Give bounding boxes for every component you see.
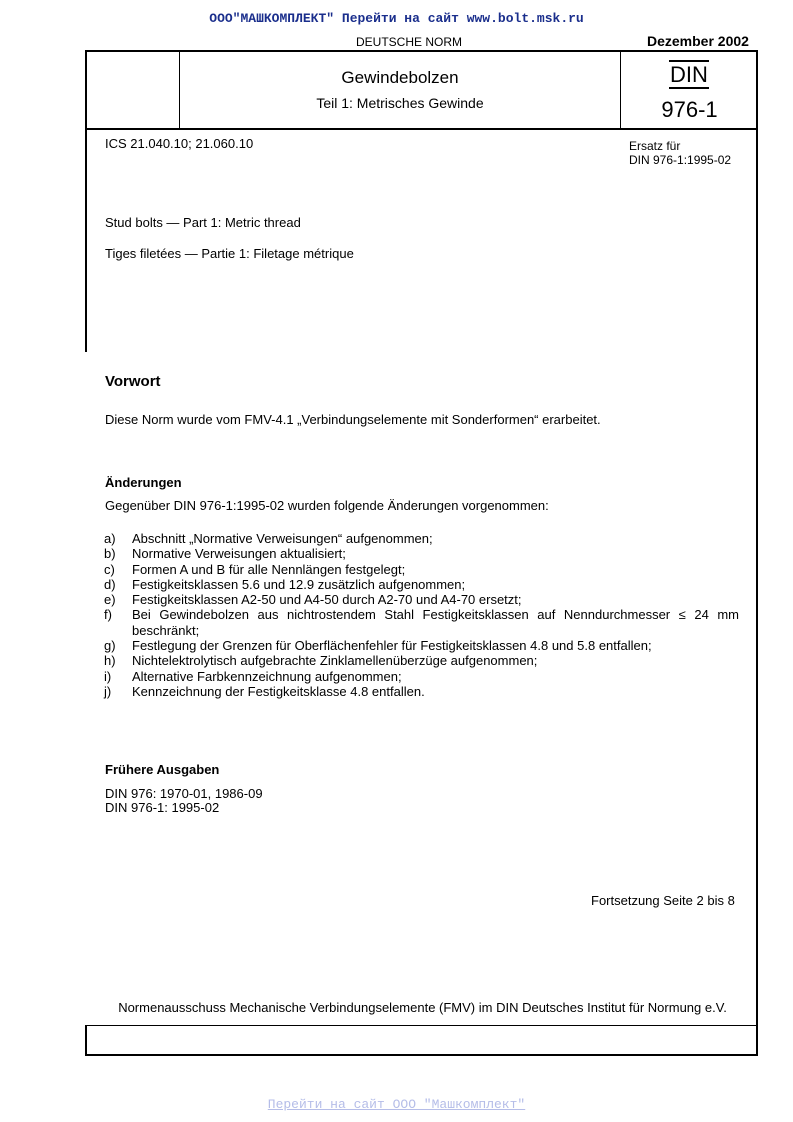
previous-edition-line: DIN 976: 1970-01, 1986-09 [105,786,263,801]
list-item [104,684,739,699]
footer-divider [85,1025,758,1026]
replacement-label: Ersatz für [629,139,681,153]
list-item-text: Alternative Farbkennzeichnung aufgenommen; [132,668,402,684]
french-title: Tiges filetées — Partie 1: Filetage métrique [105,246,354,261]
document-subtitle: Teil 1: Metrisches Gewinde [316,95,484,111]
list-item [104,562,739,577]
list-item [104,607,739,638]
aenderungen-heading: Änderungen [105,475,182,490]
vorwort-heading: Vorwort [105,373,161,390]
list-item-text: Nichtelektrolytisch aufgebrachte Zinklamellenüberzüge aufgenommen; [132,653,538,669]
list-item-label: i) [104,668,112,684]
din-number: 976-1 [661,97,718,122]
bottom-site-link[interactable]: Перейти на сайт ООО "Машкомплект" [267,1097,526,1112]
document-title: Gewindebolzen [341,68,459,87]
list-item-label: e) [104,592,116,608]
list-item-text: Formen A und B für alle Nennlängen festgelegt; [132,561,406,577]
previous-edition-line: DIN 976-1: 1995-02 [105,800,220,815]
list-item-label: j) [104,683,112,699]
header-left-divider [179,50,180,129]
list-item-label: d) [104,576,116,592]
vorwort-text: Diese Norm wurde vom FMV-4.1 „Verbindungselemente mit Sonderformen“ erarbeitet. [105,412,601,427]
list-item-label: a) [104,531,116,546]
norm-label: DEUTSCHE NORM [356,35,463,49]
list-item [104,592,739,607]
frame-left-border-top [85,50,87,352]
previous-editions [105,787,263,815]
list-item-text: Bei Gewindebolzen aus nichtrostendem Stahl Festigkeitsklassen auf Nenndurchmesser ≤ 24 mm beschränkt; [132,607,739,638]
list-item-text: Abschnitt „Normative Verweisungen“ aufgenommen; [132,531,433,546]
replacement-value: DIN 976-1:1995-02 [629,153,732,167]
aenderungen-intro: Gegenüber DIN 976-1:1995-02 wurden folgende Änderungen vorgenommen: [105,498,549,513]
list-item [104,546,739,561]
top-site-link[interactable]: ООО"МАШКОМПЛЕКТ" Перейти на сайт www.bolt.msk.ru [209,11,584,26]
changes-list [104,531,739,699]
list-item [104,638,739,653]
list-item [104,577,739,592]
header-divider [85,128,758,130]
list-item [104,653,739,668]
list-item-label: h) [104,653,116,669]
list-item [104,669,739,684]
committee-footer: Normenausschuss Mechanische Verbindungselemente (FMV) im DIN Deutsches Institut für Normung e.V. [118,1000,727,1015]
list-item-text: Festigkeitsklassen A2-50 und A4-50 durch A2-70 und A4-70 ersetzt; [132,592,522,608]
list-item-text: Festlegung der Grenzen für Oberflächenfehler für Festigkeitsklassen 4.8 und 5.8 entfallen; [132,638,652,654]
list-item-text: Normative Verweisungen aktualisiert; [132,546,346,562]
list-item-label: f) [104,607,112,623]
english-title: Stud bolts — Part 1: Metric thread [105,215,301,230]
ics-codes: ICS 21.040.10; 21.060.10 [105,136,254,151]
fruehere-heading: Frühere Ausgaben [105,762,220,777]
din-logo-text: DIN [670,62,708,87]
list-item-text: Kennzeichnung der Festigkeitsklasse 4.8 entfallen. [132,683,425,699]
list-item-label: c) [104,561,115,577]
frame-left-border-bottom [85,1025,87,1056]
list-item-text: Festigkeitsklassen 5.6 und 12.9 zusätzlich aufgenommen; [132,576,466,592]
list-item-label: g) [104,638,116,654]
list-item [104,531,739,546]
replacement-info [629,139,731,167]
list-item-label: b) [104,546,116,562]
din-logo [669,62,709,88]
continuation-note: Fortsetzung Seite 2 bis 8 [591,893,735,908]
issue-date: Dezember 2002 [647,33,749,49]
